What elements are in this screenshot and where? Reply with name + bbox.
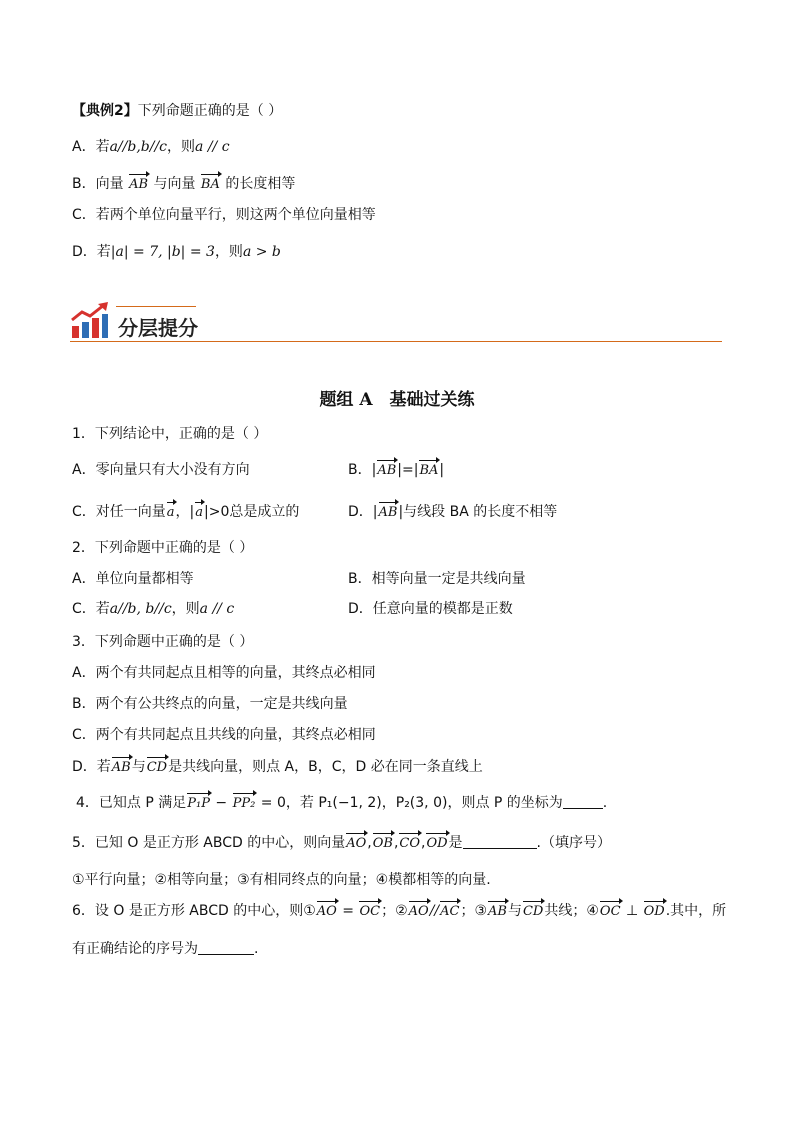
example-stem-line (72, 102, 282, 120)
group-title: 题组 A 基础过关练 (319, 390, 475, 410)
q2-option-d: D．任意向量的模都是正数 (348, 601, 513, 617)
q6-line1: 6．设 O 是正方形 ABCD 的中心，则①AO = OC；②AO//AC；③AB与CD共线；④OC ⊥ OD.其中，所 (72, 903, 727, 919)
q1-option-a: A．零向量只有大小没有方向 (72, 462, 250, 478)
answer-blank[interactable] (463, 834, 537, 849)
vector-ba: BA (200, 177, 220, 192)
q3-stem: 3．下列命题中正确的是（ ） (72, 634, 254, 650)
section-header (70, 300, 722, 344)
example-option-d: D．若|a| = 7, |b| = 3，则a > b (72, 244, 281, 260)
q1-option-c: C．对任一向量a，|a|>0总是成立的 (72, 504, 300, 520)
q2-option-b: B．相等向量一定是共线向量 (348, 571, 526, 587)
answer-blank[interactable] (563, 794, 603, 809)
q2-option-c: C．若a//b, b//c，则a // c (72, 601, 235, 617)
header-accent-line (116, 306, 196, 307)
q3-option-a: A．两个有共同起点且相等的向量，其终点必相同 (72, 665, 376, 681)
bar-chart-arrow-icon (70, 302, 110, 340)
example-option-b: B．向量 AB 与向量 BA 的长度相等 (72, 176, 296, 192)
section-title: 分层提分 (118, 316, 198, 340)
vector-ab: AB (129, 177, 149, 192)
q6-line2: 有正确结论的序号为 . (72, 941, 259, 957)
q3-option-d: D．若AB与CD是共线向量，则点 A，B，C，D 必在同一条直线上 (72, 759, 483, 775)
q1-option-b: B．|AB|=|BA| (348, 462, 445, 478)
q5-text: 5．已知 O 是正方形 ABCD 的中心，则向量AO,OB,CO,OD是 .（填序号） (72, 835, 611, 851)
example-label: 【典例2】 (72, 103, 138, 119)
q2-stem: 2．下列命题中正确的是（ ） (72, 540, 254, 556)
example-stem: 下列命题正确的是（ ） (137, 103, 283, 119)
q1-stem: 1．下列结论中，正确的是（ ） (72, 426, 268, 442)
example-option-c: C．若两个单位向量平行，则这两个单位向量相等 (72, 207, 376, 223)
header-rule (70, 341, 722, 342)
q3-option-b: B．两个有公共终点的向量，一定是共线向量 (72, 696, 348, 712)
example-option-a: A．若a//b,b//c，则a // c (72, 139, 230, 155)
q2-option-a: A．单位向量都相等 (72, 571, 194, 587)
q3-option-c: C．两个有共同起点且共线的向量，其终点必相同 (72, 727, 376, 743)
q5-options: ①平行向量；②相等向量；③有相同终点的向量；④模都相等的向量. (72, 872, 491, 888)
q1-option-d: D．|AB|与线段 BA 的长度不相等 (348, 504, 558, 520)
answer-blank[interactable] (198, 940, 254, 955)
q4-text: 4．已知点 P 满足P₁P − PP₂ = 0，若 P₁(−1, 2)，P₂(3, 0)，则点 P 的坐标为 . (76, 795, 608, 811)
